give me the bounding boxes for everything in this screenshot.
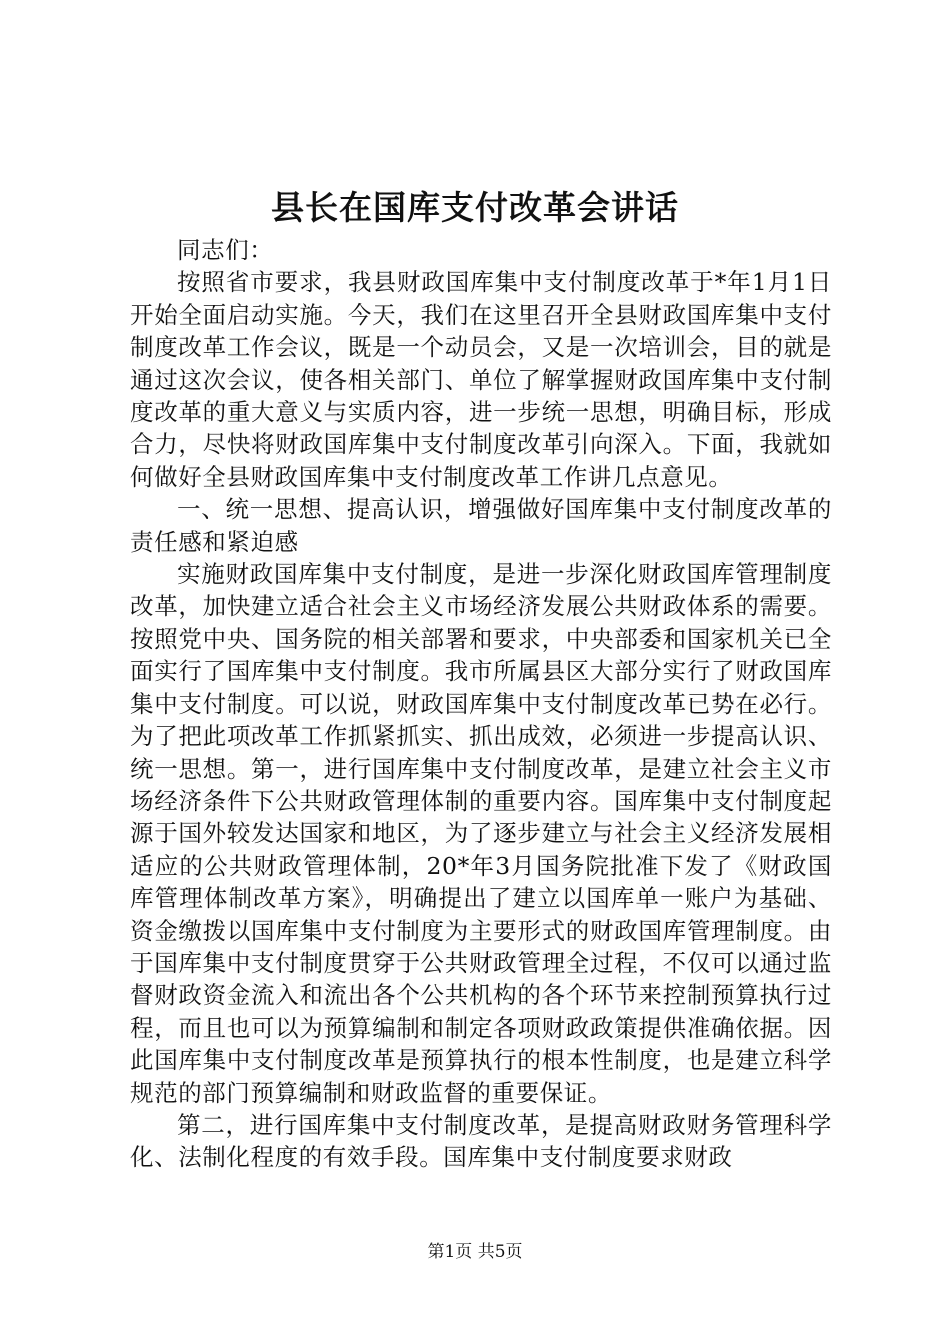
section-heading-1: 一、统一思想、提高认识，增强做好国库集中支付制度改革的责任感和紧迫感 bbox=[130, 495, 832, 556]
body-paragraph: 第二，进行国库集中支付制度改革，是提高财政财务管理科学化、法制化程度的有效手段。国库集中支付制度要求财政 bbox=[130, 1110, 832, 1172]
document-title: 县长在国库支付改革会讲话 bbox=[271, 188, 679, 227]
page-number-footer: 第1页 共5页 bbox=[427, 1242, 523, 1262]
salutation-paragraph: 同志们： bbox=[177, 236, 274, 264]
intro-paragraph: 按照省市要求，我县财政国库集中支付制度改革于*年1月1日开始全面启动实施。今天，我们在这里召开全县财政国库集中支付制度改革工作会议，既是一个动员会，又是一次培训会，目的就是通过这次会议，使各相关部门、单位了解掌握财政国库集中支付制度改革的重大意义与实质内容，进一步统一思想，明确目标，形成合力，尽快将财政国库集中支付制度改革引向深入。下面，我就如何做好全县财政国库集中支付制度改革工作讲几点意见。 bbox=[130, 268, 832, 491]
document-body bbox=[130, 234, 832, 1174]
body-paragraph: 实施财政国库集中支付制度，是进一步深化财政国库管理制度改革，加快建立适合社会主义市场经济发展公共财政体系的需要。按照党中央、国务院的相关部署和要求，中央部委和国家机关已全面实行了国库集中支付制度。我市所属县区大部分实行了财政国库集中支付制度。可以说，财政国库集中支付制度改革已势在必行。为了把此项改革工作抓紧抓实、抓出成效，必须进一步提高认识、统一思想。第一，进行国库集中支付制度改革，是建立社会主义市场经济条件下公共财政管理体制的重要内容。国库集中支付制度起源于国外较发达国家和地区，为了逐步建立与社会主义经济发展相适应的公共财政管理体制，20*年3月国务院批准下发了《财政国库管理体制改革方案》，明确提出了建立以国库单一账户为基础、资金缴拨以国库集中支付制度为主要形式的财政国库管理制度。由于国库集中支付制度贯穿于公共财政管理全过程，不仅可以通过监督财政资金流入和流出各个公共机构的各个环节来控制预算执行过程，而且也可以为预算编制和制定各项财政政策提供准确依据。因此国库集中支付制度改革是预算执行的根本性制度，也是建立科学规范的部门预算编制和财政监督的重要保证。 bbox=[130, 560, 832, 1107]
